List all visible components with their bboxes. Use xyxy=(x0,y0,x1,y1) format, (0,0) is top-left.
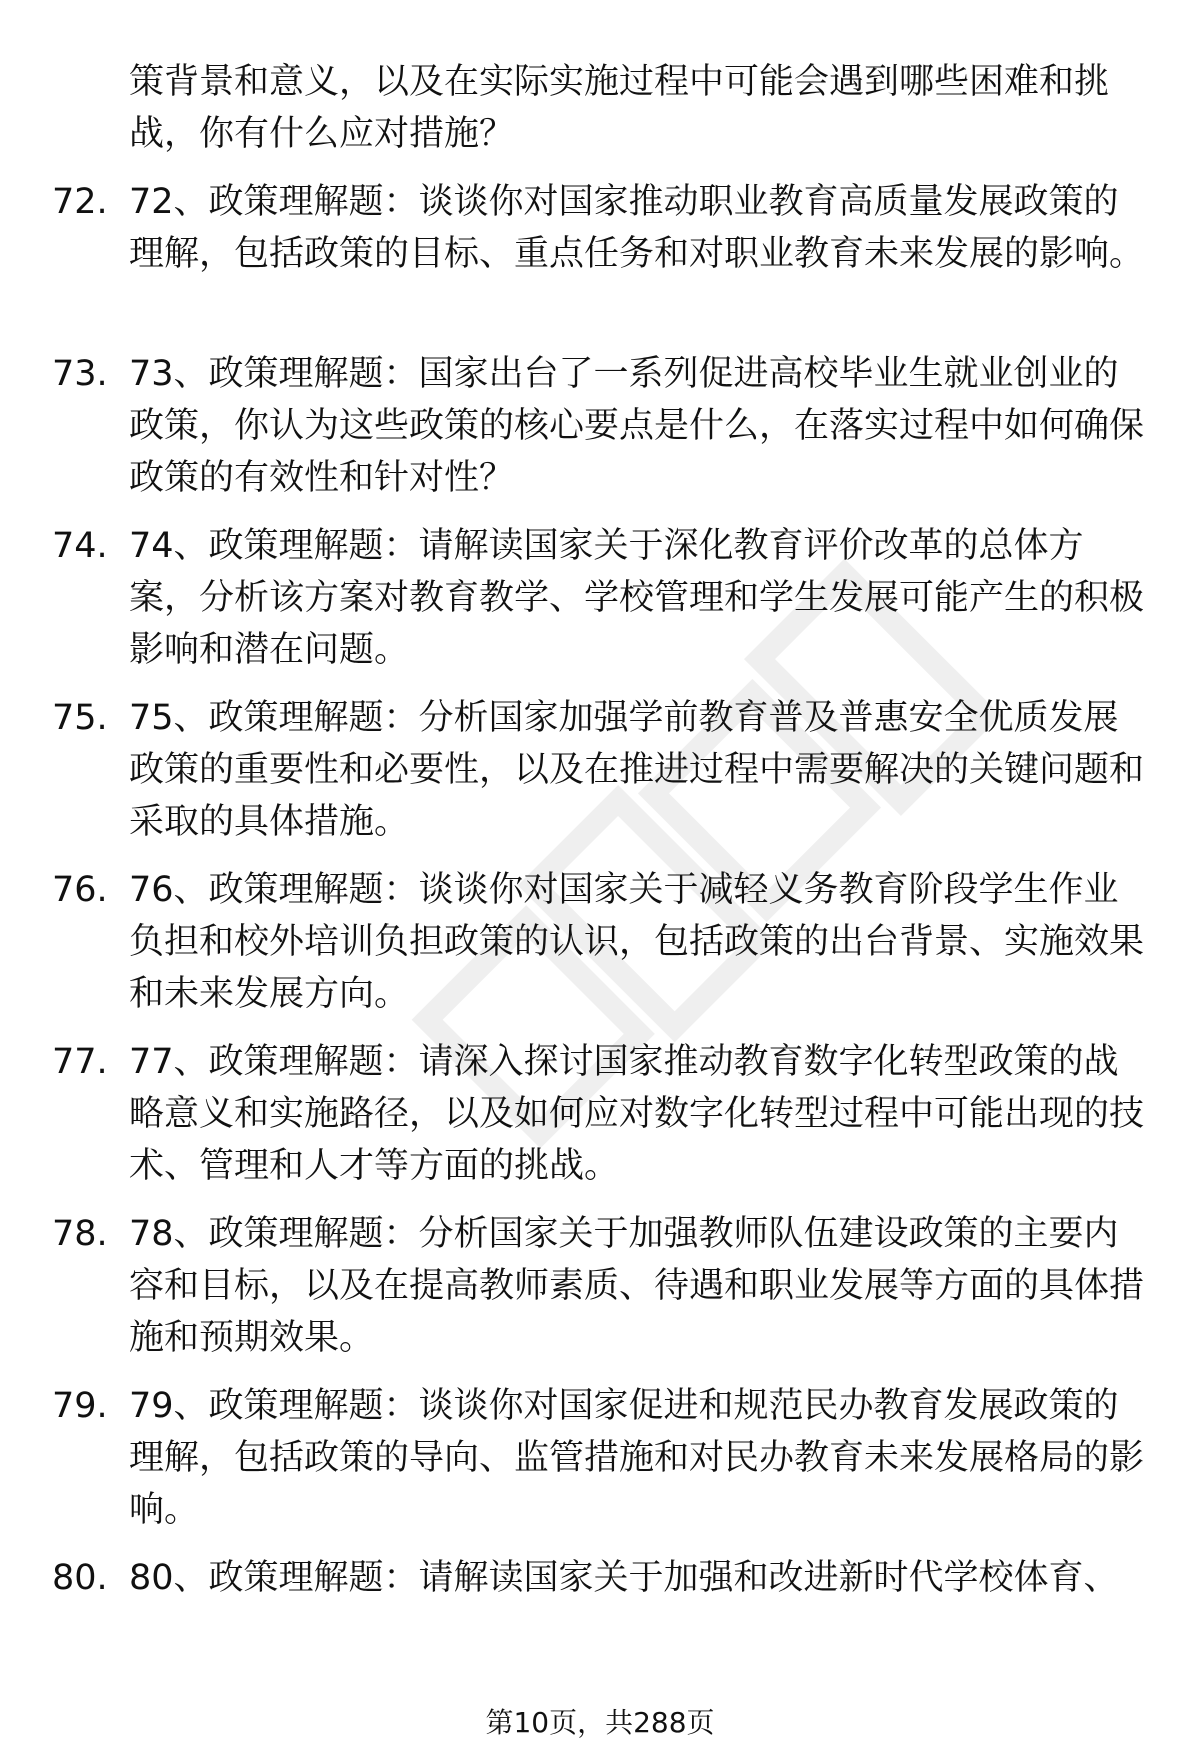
item-text: 73、政策理解题：国家出台了一系列促进高校毕业生就业创业的政策，你认为这些政策的核心要点是什么，在落实过程中如何确保政策的有效性和针对性？ xyxy=(129,354,1145,498)
item-number: 76. xyxy=(52,870,108,910)
item-text: 76、政策理解题：谈谈你对国家关于减轻义务教育阶段学生作业负担和校外培训负担政策的认识，包括政策的出台背景、实施效果和未来发展方向。 xyxy=(129,870,1145,1014)
item-number: 77. xyxy=(52,1042,108,1082)
item-number: 73. xyxy=(52,354,108,394)
item-text: 75、政策理解题：分析国家加强学前教育普及普惠安全优质发展政策的重要性和必要性，以及在推进过程中需要解决的关键问题和采取的具体措施。 xyxy=(129,698,1145,842)
continuation-paragraph: 策背景和意义，以及在实际实施过程中可能会遇到哪些困难和挑战，你有什么应对措施？ xyxy=(129,62,1110,154)
item-text: 78、政策理解题：分析国家关于加强教师队伍建设政策的主要内容和目标，以及在提高教师素质、待遇和职业发展等方面的具体措施和预期效果。 xyxy=(129,1214,1145,1358)
item-number: 78. xyxy=(52,1214,108,1254)
page-footer: 第10页，共288页 xyxy=(485,1706,715,1739)
item-text: 80、政策理解题：请解读国家关于加强和改进新时代学校体育、 xyxy=(129,1558,1119,1598)
item-number: 79. xyxy=(52,1386,108,1426)
item-text: 72、政策理解题：谈谈你对国家推动职业教育高质量发展政策的理解，包括政策的目标、重点任务和对职业教育未来发展的影响。 xyxy=(129,182,1145,274)
item-number: 75. xyxy=(52,698,108,738)
item-text: 79、政策理解题：谈谈你对国家促进和规范民办教育发展政策的理解，包括政策的导向、监管措施和对民办教育未来发展格局的影响。 xyxy=(129,1386,1145,1530)
item-text: 77、政策理解题：请深入探讨国家推动教育数字化转型政策的战略意义和实施路径，以及如何应对数字化转型过程中可能出现的技术、管理和人才等方面的挑战。 xyxy=(129,1042,1145,1186)
item-number: 72. xyxy=(52,182,108,222)
item-text: 74、政策理解题：请解读国家关于深化教育评价改革的总体方案，分析该方案对教育教学、学校管理和学生发展可能产生的积极影响和潜在问题。 xyxy=(129,526,1145,670)
item-number: 80. xyxy=(52,1558,108,1598)
item-number: 74. xyxy=(52,526,108,566)
